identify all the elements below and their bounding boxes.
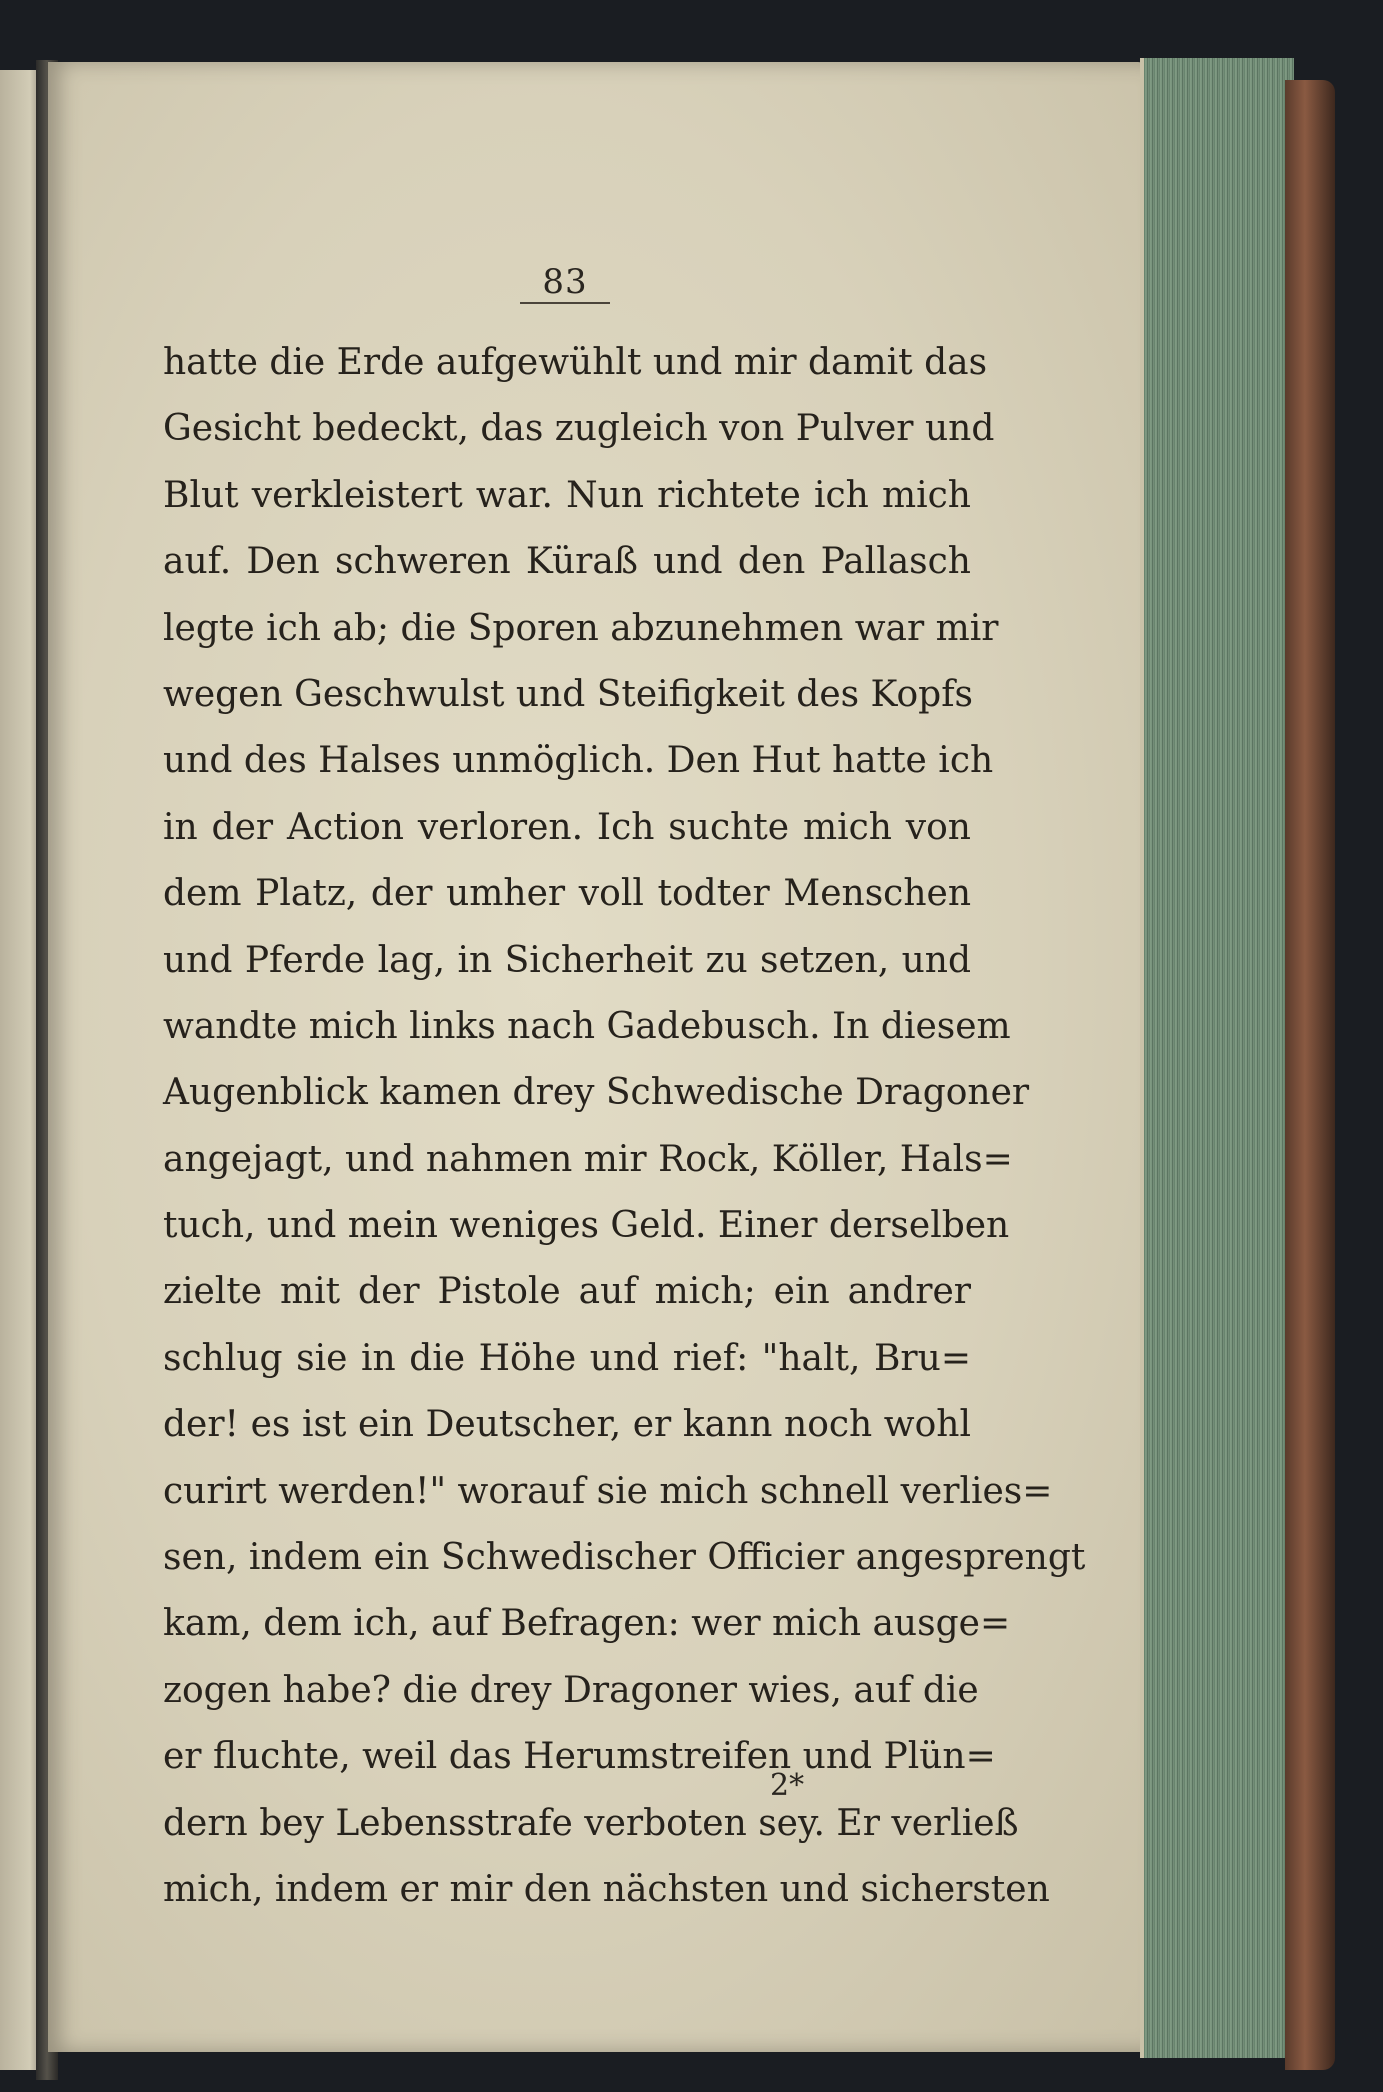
text-line: mich, indem er mir den nächsten und sichersten (163, 1868, 1050, 1910)
text-line: zogen habe? die drey Dragoner wies, auf die (163, 1669, 979, 1711)
text-line: und des Halses unmöglich. Den Hut hatte ich (163, 740, 994, 782)
body-text (163, 330, 1086, 1923)
text-line: wandte mich links nach Gadebusch. In diesem (163, 1005, 1011, 1047)
book-cover (1285, 80, 1335, 2070)
text-line: dem Platz, der umher voll todter Menschen (163, 873, 971, 915)
text-line: Gesicht bedeckt, das zugleich von Pulver und (163, 408, 995, 450)
text-line: wegen Geschwulst und Steifigkeit des Kopfs (163, 673, 973, 715)
text-line: zielte mit der Pistole auf mich; ein andrer (163, 1271, 971, 1313)
signature-mark: 2* (770, 1768, 805, 1803)
text-line: er fluchte, weil das Herumstreifen und Plün= (163, 1736, 996, 1778)
text-line: in der Action verloren. Ich suchte mich von (163, 806, 971, 848)
page-number: 83 (520, 262, 610, 304)
text-line: angejagt, und nahmen mir Rock, Köller, Hals= (163, 1138, 1013, 1180)
text-line: der! es ist ein Deutscher, er kann noch wohl (163, 1404, 971, 1446)
text-line: legte ich ab; die Sporen abzunehmen war mir (163, 607, 999, 649)
text-line: hatte die Erde aufgewühlt und mir damit das (163, 342, 988, 383)
text-line: und Pferde lag, in Sicherheit zu setzen, und (163, 939, 971, 981)
text-line: Augenblick kamen drey Schwedische Dragoner (163, 1072, 1030, 1114)
text-line: Blut verkleistert war. Nun richtete ich mich (163, 474, 971, 516)
text-line: dern bey Lebensstrafe verboten sey. Er verließ (163, 1802, 1019, 1844)
text-line: schlug sie in die Höhe und rief: "halt, Bru= (163, 1337, 971, 1379)
text-line: sen, indem ein Schwedischer Officier angesprengt (163, 1537, 1086, 1579)
page-block-edges (1140, 58, 1294, 2058)
text-line: kam, dem ich, auf Befragen: wer mich ausge= (163, 1603, 1011, 1645)
text-line: curirt werden!" worauf sie mich schnell verlies= (163, 1470, 1053, 1512)
text-line: auf. Den schweren Küraß und den Pallasch (163, 541, 971, 583)
text-line: tuch, und mein weniges Geld. Einer derselben (163, 1205, 1010, 1247)
